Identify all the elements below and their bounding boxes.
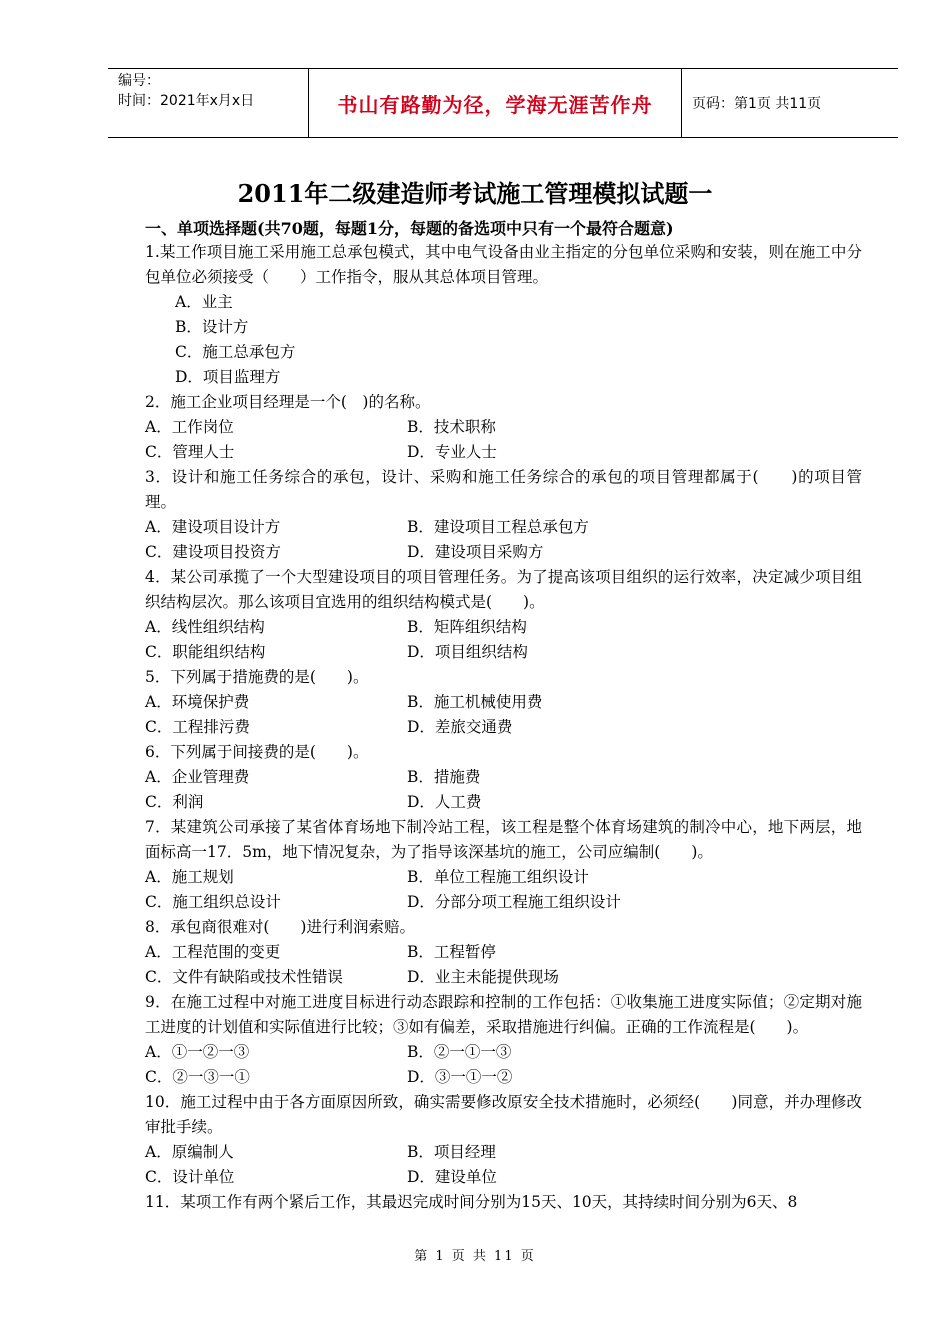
option: C．施工组织总设计	[145, 893, 281, 911]
question-5-text: 5．下列属于措施费的是( )。	[145, 668, 369, 686]
document-title: 2011年二级建造师考试施工管理模拟试题一	[237, 179, 713, 208]
question-7-text: 7．某建筑公司承接了某省体育场地下制冷站工程，该工程是整个体育场建筑的制冷中心，地下两层，地面标高一17．5m，地下情况复杂，为了指导该深基坑的施工，公司应编制( )。	[145, 818, 862, 861]
option-row	[145, 865, 862, 890]
option: A．环境保护费	[145, 693, 250, 711]
question-1-options	[145, 290, 862, 390]
option: D．建设单位	[407, 1168, 497, 1186]
date-label: 时间：2021年x月x日	[118, 93, 255, 109]
option: A．企业管理费	[145, 768, 250, 786]
question-3-text: 3．设计和施工任务综合的承包，设计、采购和施工任务综合的承包的项目管理都属于( )的项目管理。	[145, 468, 862, 511]
option: A．原编制人	[145, 1143, 234, 1161]
option: B．矩阵组织结构	[407, 618, 527, 636]
section-title: 一、单项选择题(共70题，每题1分，每题的备选项中只有一个最符合题意)	[145, 219, 674, 238]
option-row	[145, 440, 862, 465]
option: D．建设项目采购方	[407, 543, 544, 561]
option: A．施工规划	[145, 868, 234, 886]
option: C．工程排污费	[145, 718, 250, 736]
option-row	[145, 940, 862, 965]
option-row	[145, 890, 862, 915]
question-11-text: 11．某项工作有两个紧后工作，其最迟完成时间分别为15天、10天，其持续时间分别为6天、8	[145, 1193, 798, 1211]
option: C．利润	[145, 793, 204, 811]
option: B．单位工程施工组织设计	[407, 868, 589, 886]
header-motto: 书山有路勤为径，学海无涯苦作舟	[308, 69, 682, 137]
header-page-info: 页码：第1页 共11页	[692, 96, 822, 112]
option-row	[145, 765, 862, 790]
question-10-text: 10．施工过程中由于各方面原因所致，确实需要修改原安全技术措施时，必须经( )同意，并办理修改审批手续。	[145, 1093, 862, 1136]
questions-2-11	[145, 390, 862, 1215]
serial-number-label: 编号：	[118, 73, 160, 89]
option: D．专业人士	[407, 443, 497, 461]
option: A．业主	[175, 293, 233, 311]
option-row	[145, 640, 862, 665]
option: D．业主未能提供现场	[407, 968, 559, 986]
option: A．工作岗位	[145, 418, 234, 436]
option: C．职能组织结构	[145, 643, 266, 661]
question-1-text: 1.某工作项目施工采用施工总承包模式，其中电气设备由业主指定的分包单位采购和安装，则在施工中分包单位必须接受（ ）工作指令，服从其总体项目管理。	[145, 243, 862, 286]
document-header	[108, 68, 898, 138]
option-row	[145, 790, 862, 815]
option: C．建设项目投资方	[145, 543, 281, 561]
option: B．设计方	[175, 318, 249, 336]
option: C．设计单位	[145, 1168, 235, 1186]
option: D．项目组织结构	[407, 643, 528, 661]
page-footer: 第 1 页 共 11 页	[414, 1249, 536, 1264]
option: B．技术职称	[407, 418, 496, 436]
option: C．文件有缺陷或技术性错误	[145, 968, 343, 986]
option-row	[145, 415, 862, 440]
option: B．项目经理	[407, 1143, 496, 1161]
option-row	[145, 540, 862, 565]
option: B．建设项目工程总承包方	[407, 518, 589, 536]
question-list	[145, 240, 862, 1215]
option: D．项目监理方	[175, 368, 281, 386]
option: B．施工机械使用费	[407, 693, 543, 711]
option-row	[145, 715, 862, 740]
option: B．措施费	[407, 768, 481, 786]
option: C．②一③一①	[145, 1068, 250, 1086]
question-2-text: 2．施工企业项目经理是一个( )的名称。	[145, 393, 431, 411]
option-row	[145, 1040, 862, 1065]
option: D．③一①一②	[407, 1068, 513, 1086]
option: C．施工总承包方	[175, 343, 296, 361]
option: B．工程暂停	[407, 943, 496, 961]
option: D．差旅交通费	[407, 718, 513, 736]
option: A．线性组织结构	[145, 618, 265, 636]
option: C．管理人士	[145, 443, 235, 461]
option: D．人工费	[407, 793, 482, 811]
question-9-text: 9．在施工过程中对施工进度目标进行动态跟踪和控制的工作包括：①收集施工进度实际值；②定期对施工进度的计划值和实际值进行比较；③如有偏差，采取措施进行纠偏。正确的工作流程是( )。	[145, 993, 862, 1036]
option-row	[145, 515, 862, 540]
question-8-text: 8．承包商很难对( )进行利润索赔。	[145, 918, 415, 936]
option: A．①一②一③	[145, 1043, 250, 1061]
option: D．分部分项工程施工组织设计	[407, 893, 621, 911]
option-row	[145, 1165, 862, 1190]
option-row	[145, 1065, 862, 1090]
option-row	[145, 965, 862, 990]
question-6-text: 6．下列属于间接费的是( )。	[145, 743, 369, 761]
option: A．工程范围的变更	[145, 943, 281, 961]
question-4-text: 4．某公司承揽了一个大型建设项目的项目管理任务。为了提高该项目组织的运行效率，决定减少项目组织结构层次。那么该项目宜选用的组织结构模式是( )。	[145, 568, 862, 611]
option-row	[145, 690, 862, 715]
option: A．建设项目设计方	[145, 518, 281, 536]
option-row	[145, 1140, 862, 1165]
option: B．②一①一③	[407, 1043, 512, 1061]
header-meta	[108, 69, 308, 137]
option-row	[145, 615, 862, 640]
